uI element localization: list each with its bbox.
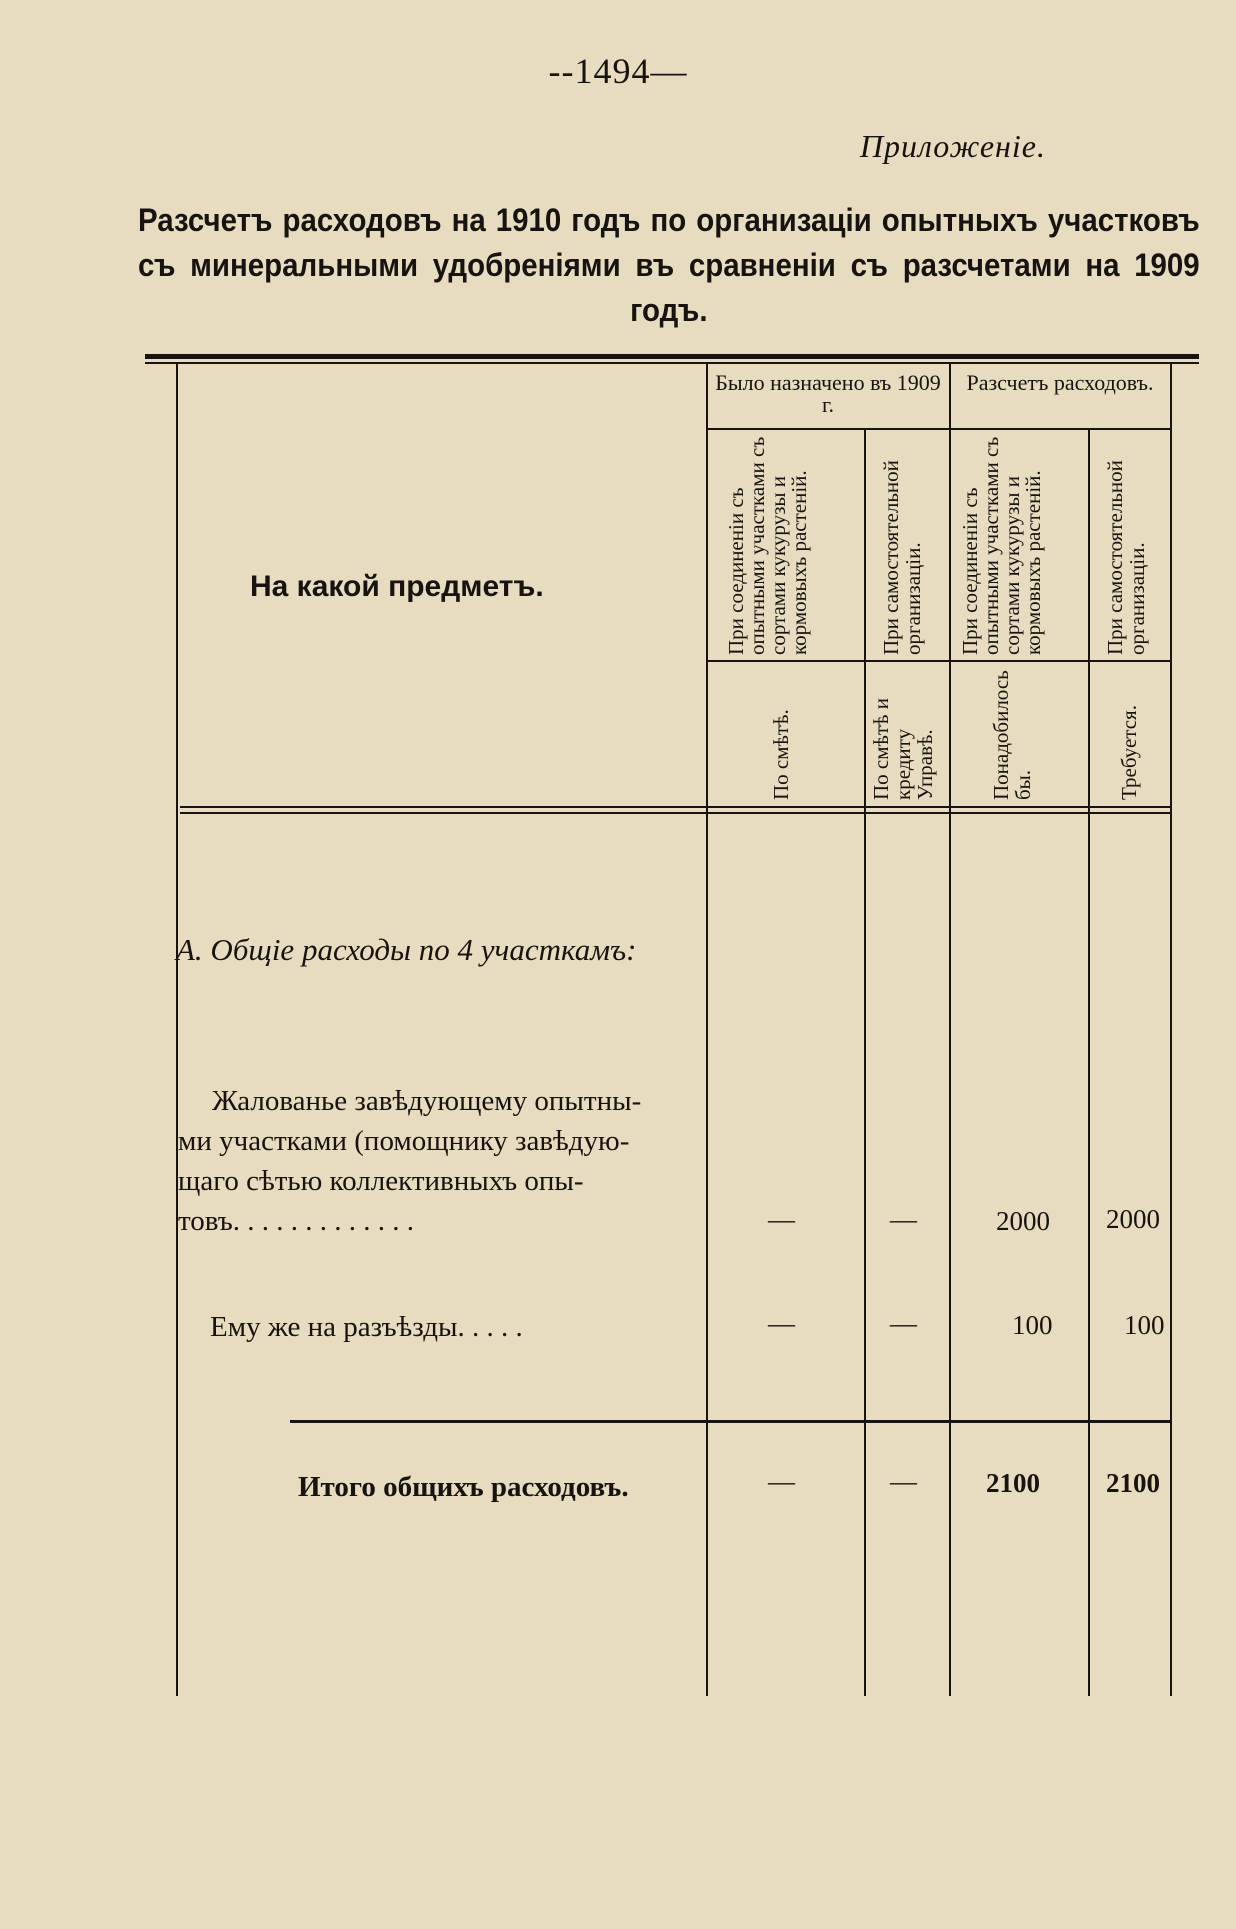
document-title: Разсчетъ расходовъ на 1910 годъ по организацiи опытныхъ участковъ съ минеральными удобренiями въ сравненiи съ разсчетами на 1909 годъ.: [138, 202, 1200, 328]
row-1-col-a: —: [768, 1204, 795, 1234]
row-1-col-d: 2000: [1106, 1204, 1160, 1234]
total-col-d: 2100: [1106, 1468, 1160, 1498]
total-col-a: —: [768, 1466, 795, 1496]
col-a-header-top: При соединенiи съ опытными участками съ сортами кукурузы и кормовыхъ растенiй.: [724, 436, 811, 655]
header-bottom-line-1: [180, 806, 1170, 808]
row-2-col-c: 100: [1012, 1310, 1053, 1340]
row-1-subject-line-4: товъ. . . . . . . . . . . . .: [178, 1205, 415, 1237]
col-b-header-bottom: По смѣтѣ и кредиту Управѣ.: [869, 698, 937, 800]
page-number: --1494—: [548, 51, 688, 91]
table-top-rule-thin: [145, 362, 1199, 364]
total-rule: [290, 1420, 1170, 1423]
row-2-col-a: —: [768, 1308, 795, 1338]
subheader-mid-line: [706, 660, 1170, 662]
col-divider-c-d: [1088, 430, 1090, 1696]
col-d-header-bottom: Требуется.: [1117, 705, 1141, 800]
group-1909-label: Было назначено въ 1909 г.: [715, 370, 941, 417]
total-col-c: 2100: [986, 1468, 1040, 1498]
col-c-header-bottom: Понадобилось бы.: [989, 670, 1035, 800]
row-1-col-b: —: [890, 1204, 917, 1234]
row-1-subject-line-1: Жалованье завѣдующему опытны-: [212, 1085, 642, 1117]
col-d-header-top: При самостоятельной организацiи.: [1103, 460, 1149, 655]
table-left-border: [176, 364, 178, 1696]
col-divider-a-b: [864, 430, 866, 1696]
total-label: Итого общихъ расходовъ.: [298, 1471, 629, 1503]
group-header-underline-1910: [949, 428, 1170, 430]
table-top-rule-thick: [145, 354, 1199, 359]
row-2-col-d: 100: [1124, 1310, 1165, 1340]
header-bottom-line-2: [180, 812, 1170, 814]
col-divider-1909-1910: [949, 364, 951, 1696]
subject-column-header: На какой предметъ.: [250, 570, 544, 603]
row-2-subject: Ему же на разъѣзды. . . . .: [210, 1311, 523, 1343]
group-header-underline-1909: [706, 428, 949, 430]
total-col-b: —: [890, 1466, 917, 1496]
section-heading: А. Общiе расходы по 4 участкамъ:: [176, 932, 637, 967]
row-1-subject-line-2: ми участками (помощнику завѣдую-: [178, 1125, 630, 1157]
row-1-col-c: 2000: [996, 1206, 1050, 1236]
row-2-col-b: —: [890, 1308, 917, 1338]
row-1-subject-line-3: щаго сѣтью коллективныхъ опы-: [178, 1165, 584, 1197]
group-1910-label: Разсчетъ расходовъ.: [966, 370, 1154, 395]
table-right-border: [1170, 364, 1172, 1696]
col-divider-subject: [706, 364, 708, 1696]
col-a-header-bottom: По смѣтѣ.: [769, 709, 793, 800]
col-c-header-top: При соединенiи съ опытными участками съ сортами кукурузы и кормовыхъ растенiй.: [958, 436, 1045, 655]
col-b-header-top: При самостоятельной организацiи.: [879, 460, 925, 655]
appendix-label: Приложенiе.: [859, 128, 1046, 164]
